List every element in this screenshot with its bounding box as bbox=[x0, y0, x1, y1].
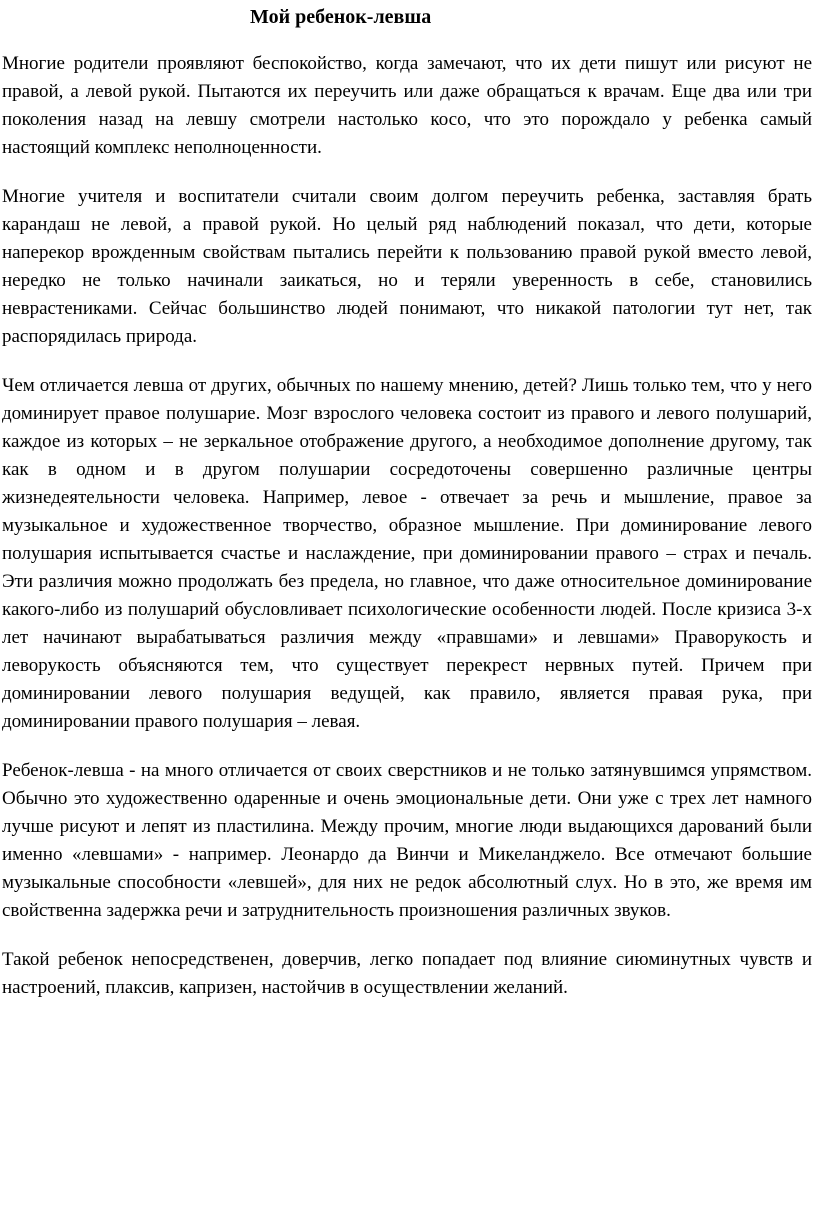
paragraph-5: Такой ребенок непосредственен, доверчив, легко попадает под влияние сиюминутных чувств и настроений, плаксив, капризен, настойчив в осуществлении желаний. bbox=[2, 949, 812, 998]
paragraph-4: Ребенок-левша - на много отличается от своих сверстников и не только затянувшимся упрямством. Обычно это художественно одаренные и очень эмоциональные дети. Они уже с трех лет намного лучше рисуют и лепят из пластилина. Между прочим, многие люди выдающихся дарований были именно «левшами» - например. Леонардо да Винчи и Микеланджело. Все отмечают большие музыкальные способности «левшей», для них не редок абсолютный слух. Но в это, же время им свойственна задержка речи и затруднительность произношения различных звуков. bbox=[2, 760, 812, 921]
paragraph-1: Многие родители проявляют беспокойство, когда замечают, что их дети пишут или рисуют не правой, а левой рукой. Пытаются их переучить или даже обращаться к врачам. Еще два или три поколения назад на левшу смотрели настолько косо, что это порождало у ребенка самый настоящий комплекс неполноценности. bbox=[2, 53, 812, 158]
paragraph-3: Чем отличается левша от других, обычных по нашему мнению, детей? Лишь только тем, что у него доминирует правое полушарие. Мозг взрослого человека состоит из правого и левого полушарий, каждое из которых – не зеркальное отображение другого, а необходимое дополнение другому, так как в одном и в другом полушарии сосредоточены совершенно различные центры жизнедеятельности человека. Например, левое - отвечает за речь и мышление, правое за музыкальное и художественное творчество, образное мышление. При доминирование левого полушария испытывается счастье и наслаждение, при доминировании правого – страх и печаль. Эти различия можно продолжать без предела, но главное, что даже относительное доминирование какого-либо из полушарий обусловливает психологические особенности людей. После кризиса 3-х лет начинают вырабатываться различия между «правшами» и левшами» Праворукость и леворукость объясняются тем, что существует перекрест нервных путей. Причем при доминировании левого полушария ведущей, как правило, является правая рука, при доминировании правого полушария – левая. bbox=[2, 375, 812, 732]
paragraph-2: Многие учителя и воспитатели считали своим долгом переучить ребенка, заставляя брать карандаш не левой, а правой рукой. Но целый ряд наблюдений показал, что дети, которые наперекор врожденным свойствам пытались перейти к пользованию правой рукой вместо левой, нередко не только начинали заикаться, но и теряли уверенность в себе, становились неврастениками. Сейчас большинство людей понимают, что никакой патологии тут нет, так распорядилась природа. bbox=[2, 186, 812, 347]
document-title: Мой ребенок-левша bbox=[250, 6, 432, 28]
